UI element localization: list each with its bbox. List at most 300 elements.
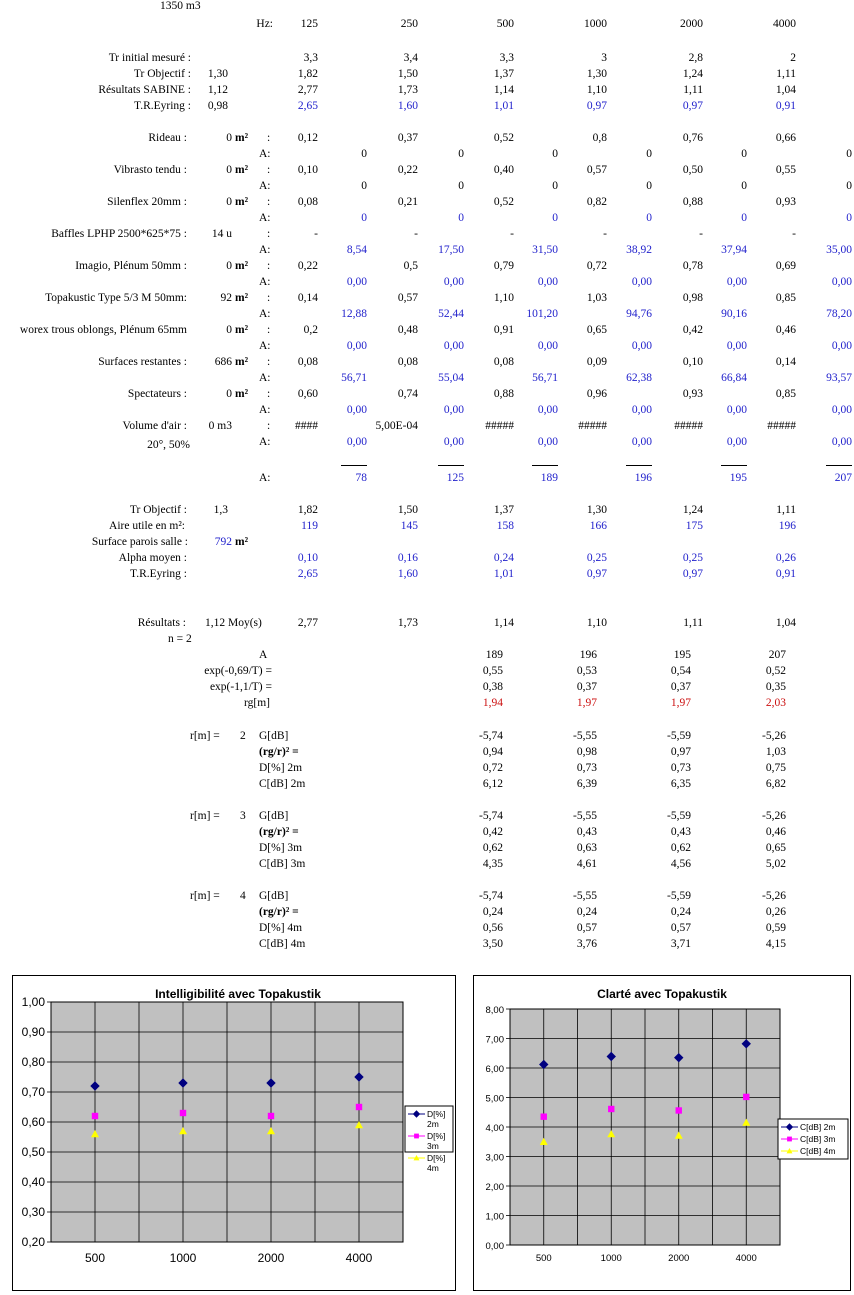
data-point <box>356 1104 362 1110</box>
d-label: D[%] 2m <box>259 762 303 774</box>
ratio-value: 0,94 <box>482 746 503 758</box>
alpha-value: 0,91 <box>493 324 514 336</box>
d-value: 0,75 <box>765 762 786 774</box>
ratio-value: 0,46 <box>765 826 786 838</box>
row-label: Tr Objectif : <box>129 504 187 516</box>
material-label: Surfaces restantes : <box>98 356 187 368</box>
g-value: -5,74 <box>479 810 503 822</box>
row-label: Tr Objectif : <box>133 68 191 80</box>
chart-title: Clarté avec Topakustik <box>597 987 727 1001</box>
row-value: 3 <box>601 52 607 64</box>
legend-label-part: 4m <box>427 1163 439 1173</box>
surface-value: 792 <box>214 536 232 548</box>
colon: : <box>267 132 271 144</box>
a-value: 0,00 <box>726 276 747 288</box>
alpha-value: - <box>699 228 703 240</box>
d-value: 0,57 <box>576 922 597 934</box>
alpha-value: 0,48 <box>397 324 418 336</box>
c-value: 3,76 <box>576 938 597 950</box>
row-value: 196 <box>778 520 796 532</box>
alpha-value: 0,93 <box>682 388 703 400</box>
alpha-value: 0,52 <box>493 196 514 208</box>
sum-line <box>826 465 852 466</box>
a-value: 78,20 <box>826 308 852 320</box>
colon: : <box>267 324 271 336</box>
a-value: 56,71 <box>532 372 558 384</box>
row-value: 1,11 <box>776 504 796 516</box>
ratio-label: (rg/r)² = <box>259 826 299 838</box>
results-average: 1,12 Moy(s) <box>205 617 262 629</box>
alpha-value: 0,93 <box>775 196 796 208</box>
results-value: 1,11 <box>683 617 703 629</box>
calc-value: 207 <box>768 649 786 661</box>
row-value: 1,24 <box>682 504 703 516</box>
chart-svg <box>13 976 455 1290</box>
alpha-value: 0,69 <box>775 260 796 272</box>
calc-value: 196 <box>579 649 597 661</box>
alpha-value: 0,57 <box>586 164 607 176</box>
row-value: 1,37 <box>493 68 514 80</box>
row-value: 0,97 <box>682 100 703 112</box>
colon: : <box>267 196 271 208</box>
row-value: 1,01 <box>493 100 514 112</box>
ratio-value: 0,98 <box>576 746 597 758</box>
a-value: 0 <box>361 148 367 160</box>
g-value: -5,55 <box>573 890 597 902</box>
a-value: 12,88 <box>341 308 367 320</box>
c-value: 6,12 <box>482 778 503 790</box>
a-value: 0,00 <box>443 340 464 352</box>
y-tick-label: 6,00 <box>485 1064 504 1075</box>
material-qty: 0 <box>226 260 232 272</box>
a-label: A: <box>259 180 271 192</box>
material-label: Imagio, Plénum 50mm : <box>75 260 187 272</box>
chart-title: Intelligibilité avec Topakustik <box>155 987 321 1001</box>
material-unit: m² <box>235 260 249 272</box>
alpha-value: 0,08 <box>297 196 318 208</box>
legend-label-part: 3m <box>427 1141 439 1151</box>
rg-value: 1,97 <box>670 697 691 709</box>
x-tick-label: 2000 <box>668 1253 690 1264</box>
alpha-value: - <box>510 228 514 240</box>
a-value: 0 <box>846 180 852 192</box>
row-average: 1,30 <box>207 68 228 80</box>
sum-line <box>626 465 652 466</box>
row-value: 3,4 <box>403 52 418 64</box>
legend-label: C[dB] 4m <box>800 1146 836 1156</box>
alpha-value: 0,37 <box>397 132 418 144</box>
row-label: T.R.Eyring : <box>130 568 187 580</box>
alpha-value: 0,08 <box>297 356 318 368</box>
chart-svg <box>474 976 850 1290</box>
row-label: Résultats SABINE : <box>98 84 191 96</box>
c-value: 3,50 <box>482 938 503 950</box>
data-point <box>743 1094 749 1100</box>
alpha-value: 0,65 <box>586 324 607 336</box>
a-value: 0,00 <box>831 276 852 288</box>
calc-label: rg[m] <box>244 697 270 709</box>
ratio-value: 0,26 <box>765 906 786 918</box>
ratio-value: 0,42 <box>482 826 503 838</box>
y-tick-label: 7,00 <box>485 1034 504 1046</box>
alpha-value: 0,22 <box>297 260 318 272</box>
row-value: 0,91 <box>775 568 796 580</box>
a-value: 94,76 <box>626 308 652 320</box>
y-tick-label: 0,70 <box>21 1085 45 1099</box>
a-value: 0 <box>458 148 464 160</box>
alpha-value: 0,82 <box>586 196 607 208</box>
r-label: r[m] = <box>190 890 220 902</box>
alpha-value: 0,2 <box>303 324 318 336</box>
d-value: 0,62 <box>670 842 691 854</box>
x-tick-label: 1000 <box>169 1251 197 1265</box>
material-label: worex trous oblongs, Plénum 65mm <box>19 324 187 336</box>
legend-marker <box>414 1134 419 1139</box>
material-qty: 0 <box>226 132 232 144</box>
material-unit: m² <box>235 324 249 336</box>
y-tick-label: 3,00 <box>485 1152 504 1164</box>
data-point <box>608 1106 614 1112</box>
a-value: 17,50 <box>438 244 464 256</box>
alpha-value: 0,79 <box>493 260 514 272</box>
c-value: 4,56 <box>670 858 691 870</box>
a-value: 0,00 <box>831 436 852 448</box>
results-value: 1,14 <box>493 617 514 629</box>
freq-header: 250 <box>400 18 418 30</box>
alpha-value: 0,60 <box>297 388 318 400</box>
a-label: A: <box>259 372 271 384</box>
alpha-value: 0,08 <box>493 356 514 368</box>
results-label: Résultats : <box>137 617 186 629</box>
sum-line <box>341 465 367 466</box>
alpha-value: 0,10 <box>297 164 318 176</box>
row-value: 1,30 <box>586 504 607 516</box>
c-value: 5,02 <box>765 858 786 870</box>
a-total-label: A: <box>259 472 271 484</box>
a-label: A: <box>259 308 271 320</box>
a-value: 0,00 <box>346 436 367 448</box>
alpha-value: ##### <box>485 420 514 432</box>
alpha-value: 0,14 <box>775 356 796 368</box>
a-value: 0 <box>846 148 852 160</box>
chart-clarte <box>473 975 851 1291</box>
g-value: -5,55 <box>573 730 597 742</box>
row-value: 119 <box>301 520 318 532</box>
surface-unit: m² <box>235 536 249 548</box>
d-value: 0,72 <box>482 762 503 774</box>
row-value: 1,11 <box>776 68 796 80</box>
alpha-value: 0,76 <box>682 132 703 144</box>
y-tick-label: 0,50 <box>21 1145 45 1159</box>
material-unit: m² <box>235 132 249 144</box>
c-value: 6,39 <box>576 778 597 790</box>
row-value: 1,50 <box>397 504 418 516</box>
a-label: A: <box>259 340 271 352</box>
material-unit: m² <box>235 356 249 368</box>
row-label: Aire utile en m²: <box>109 520 185 532</box>
row-average: 1,12 <box>207 84 228 96</box>
g-value: -5,26 <box>762 810 786 822</box>
alpha-value: 0,08 <box>397 356 418 368</box>
c-value: 4,15 <box>765 938 786 950</box>
x-tick-label: 4000 <box>345 1251 373 1265</box>
alpha-value: #### <box>295 420 318 432</box>
sum-line <box>438 465 464 466</box>
alpha-value: ##### <box>674 420 703 432</box>
legend-label-part: 2m <box>427 1119 439 1129</box>
a-value: 0,00 <box>726 340 747 352</box>
material-unit: m² <box>235 292 249 304</box>
a-value: 0,00 <box>537 436 558 448</box>
c-label: C[dB] 2m <box>259 778 306 790</box>
y-tick-label: 5,00 <box>485 1093 504 1105</box>
colon: : <box>267 228 271 240</box>
a-value: 55,04 <box>438 372 464 384</box>
row-value: 1,73 <box>397 84 418 96</box>
material-qty: 0 <box>226 164 232 176</box>
colon: : <box>267 356 271 368</box>
alpha-value: 0,88 <box>682 196 703 208</box>
legend-label <box>427 1153 445 1173</box>
alpha-value: 0,8 <box>592 132 607 144</box>
alpha-value: - <box>603 228 607 240</box>
alpha-value: 0,10 <box>682 356 703 368</box>
row-value: 1,50 <box>397 68 418 80</box>
calc-label: A <box>259 649 268 661</box>
c-value: 3,71 <box>670 938 691 950</box>
row-value: 2,65 <box>297 100 318 112</box>
a-total-value: 207 <box>834 472 852 484</box>
c-value: 6,35 <box>670 778 691 790</box>
r-value: 3 <box>240 810 246 822</box>
d-value: 0,63 <box>576 842 597 854</box>
ratio-value: 0,24 <box>670 906 691 918</box>
alpha-value: ##### <box>767 420 796 432</box>
a-value: 0,00 <box>831 340 852 352</box>
r-value: 2 <box>240 730 246 742</box>
alpha-value: ##### <box>578 420 607 432</box>
volume-label: 1350 m3 <box>160 0 201 12</box>
a-value: 0 <box>846 212 852 224</box>
legend-marker <box>787 1137 792 1142</box>
data-point <box>541 1113 547 1119</box>
material-qty: 686 <box>214 356 232 368</box>
g-value: -5,55 <box>573 810 597 822</box>
alpha-value: - <box>314 228 318 240</box>
a-total-value: 78 <box>355 472 367 484</box>
a-label: A: <box>259 436 271 448</box>
a-value: 0,00 <box>726 436 747 448</box>
row-value: 1,60 <box>397 568 418 580</box>
x-tick-label: 1000 <box>600 1253 622 1264</box>
calc-value: 195 <box>673 649 691 661</box>
row-label: Surface parois salle : <box>91 536 188 548</box>
ratio-label: (rg/r)² = <box>259 746 299 758</box>
n-label: n = 2 <box>168 633 192 645</box>
a-value: 0,00 <box>346 404 367 416</box>
a-value: 0 <box>361 212 367 224</box>
material-label: Topakustic Type 5/3 M 50mm: <box>45 292 187 304</box>
alpha-value: 0,72 <box>586 260 607 272</box>
y-tick-label: 1,00 <box>21 995 45 1009</box>
results-value: 1,04 <box>775 617 796 629</box>
material-unit: m² <box>235 164 249 176</box>
a-value: 0 <box>552 148 558 160</box>
calc-value: 0,35 <box>765 681 786 693</box>
x-tick-label: 2000 <box>257 1251 285 1265</box>
sum-line <box>721 465 747 466</box>
a-value: 0,00 <box>443 276 464 288</box>
c-label: C[dB] 3m <box>259 858 306 870</box>
g-value: -5,74 <box>479 730 503 742</box>
rg-value: 2,03 <box>765 697 786 709</box>
row-value: 0,16 <box>397 552 418 564</box>
calc-value: 0,53 <box>576 665 597 677</box>
y-tick-label: 0,80 <box>21 1055 45 1069</box>
data-point <box>180 1110 186 1116</box>
ratio-value: 0,24 <box>576 906 597 918</box>
colon: : <box>267 420 271 432</box>
material-qty: 0 <box>226 324 232 336</box>
hz-label: Hz: <box>256 18 273 30</box>
c-value: 4,35 <box>482 858 503 870</box>
g-value: -5,26 <box>762 730 786 742</box>
d-value: 0,56 <box>482 922 503 934</box>
a-value: 0 <box>458 212 464 224</box>
material-label: Vibrasto tendu : <box>113 164 187 176</box>
a-value: 0,00 <box>831 404 852 416</box>
freq-header: 2000 <box>680 18 703 30</box>
material-qty: 92 <box>220 292 232 304</box>
x-tick-label: 4000 <box>735 1253 757 1264</box>
d-value: 0,65 <box>765 842 786 854</box>
ratio-value: 0,43 <box>576 826 597 838</box>
a-value: 0,00 <box>537 404 558 416</box>
freq-header: 4000 <box>773 18 796 30</box>
data-point <box>268 1113 274 1119</box>
a-value: 0,00 <box>443 404 464 416</box>
alpha-value: 0,21 <box>397 196 418 208</box>
d-value: 0,73 <box>670 762 691 774</box>
g-value: -5,59 <box>667 730 691 742</box>
alpha-value: - <box>414 228 418 240</box>
a-value: 0,00 <box>726 404 747 416</box>
a-value: 0,00 <box>631 276 652 288</box>
ratio-value: 0,97 <box>670 746 691 758</box>
a-value: 0 <box>458 180 464 192</box>
row-label: Tr initial mesuré : <box>108 52 191 64</box>
a-value: 101,20 <box>526 308 558 320</box>
y-tick-label: 0,00 <box>485 1241 504 1252</box>
row-value: 0,91 <box>775 100 796 112</box>
row-value: 2,8 <box>688 52 703 64</box>
material-label: Rideau : <box>148 132 187 144</box>
row-value: 1,01 <box>493 568 514 580</box>
material-qty: 14 u <box>211 228 232 240</box>
row-label: T.R.Eyring : <box>134 100 191 112</box>
alpha-value: 0,52 <box>493 132 514 144</box>
freq-header: 125 <box>300 18 318 30</box>
calc-value: 0,54 <box>670 665 691 677</box>
alpha-value: 5,00E-04 <box>375 420 418 432</box>
ratio-value: 0,24 <box>482 906 503 918</box>
g-value: -5,26 <box>762 890 786 902</box>
x-tick-label: 500 <box>535 1253 552 1264</box>
colon: : <box>267 164 271 176</box>
calc-label: exp(-1,1/T) = <box>209 681 272 693</box>
c-value: 4,61 <box>576 858 597 870</box>
alpha-value: - <box>792 228 796 240</box>
a-value: 0,00 <box>631 436 652 448</box>
row-value: 1,24 <box>682 68 703 80</box>
y-tick-label: 0,30 <box>21 1205 45 1219</box>
a-value: 35,00 <box>826 244 852 256</box>
alpha-value: 0,12 <box>297 132 318 144</box>
material-qty: 0 <box>226 388 232 400</box>
g-label: G[dB] <box>259 730 289 742</box>
y-tick-label: 0,90 <box>21 1025 45 1039</box>
row-value: 0,26 <box>775 552 796 564</box>
legend <box>405 1106 453 1173</box>
alpha-value: 1,10 <box>493 292 514 304</box>
g-value: -5,59 <box>667 890 691 902</box>
a-value: 8,54 <box>346 244 367 256</box>
ratio-value: 1,03 <box>765 746 786 758</box>
legend-label-part: D[%] <box>427 1153 446 1163</box>
y-tick-label: 0,60 <box>21 1115 45 1129</box>
material-unit: m² <box>235 196 249 208</box>
c-value: 6,82 <box>765 778 786 790</box>
a-value: 38,92 <box>626 244 652 256</box>
a-value: 62,38 <box>626 372 652 384</box>
a-value: 0 <box>361 180 367 192</box>
calc-value: 0,55 <box>482 665 503 677</box>
row-value: 3,3 <box>499 52 514 64</box>
air-condition: 20°, 50% <box>147 439 190 451</box>
a-value: 0 <box>646 180 652 192</box>
y-tick-label: 0,20 <box>21 1235 45 1249</box>
row-value: 0,25 <box>682 552 703 564</box>
material-label: Silenflex 20mm : <box>107 196 187 208</box>
g-value: -5,59 <box>667 810 691 822</box>
a-value: 0,00 <box>346 276 367 288</box>
row-average: 1,3 <box>213 504 228 516</box>
row-value: 0,10 <box>297 552 318 564</box>
material-qty: 0 m3 <box>208 420 232 432</box>
a-value: 37,94 <box>721 244 747 256</box>
row-value: 2 <box>790 52 796 64</box>
row-value: 2,65 <box>297 568 318 580</box>
colon: : <box>267 388 271 400</box>
legend-label: C[dB] 2m <box>800 1122 836 1132</box>
row-value: 1,14 <box>493 84 514 96</box>
row-value: 0,97 <box>586 568 607 580</box>
row-average: 0,98 <box>207 100 228 112</box>
a-value: 0 <box>741 148 747 160</box>
y-tick-label: 1,00 <box>485 1211 504 1223</box>
data-point <box>92 1113 98 1119</box>
alpha-value: 0,66 <box>775 132 796 144</box>
a-value: 66,84 <box>721 372 747 384</box>
legend-label-part: D[%] <box>427 1109 446 1119</box>
freq-header: 500 <box>496 18 514 30</box>
row-value: 0,97 <box>682 568 703 580</box>
a-value: 0,00 <box>631 404 652 416</box>
a-total-value: 196 <box>634 472 652 484</box>
a-total-value: 189 <box>540 472 558 484</box>
row-value: 0,97 <box>586 100 607 112</box>
c-label: C[dB] 4m <box>259 938 306 950</box>
